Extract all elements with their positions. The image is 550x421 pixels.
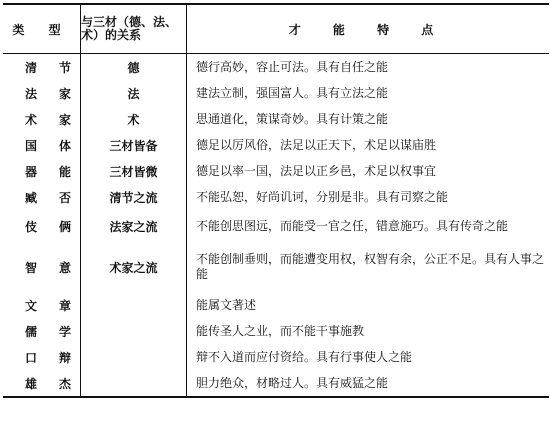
row-relation [81,370,187,397]
table-row [3,184,549,210]
row-type: 国体 [25,138,94,153]
row-relation: 三材皆微 [81,158,187,184]
row-features: 辩不入道而应付资给。具有行事使人之能 [196,349,413,364]
row-features: 不能弘恕，好尚讥诃，分别是非。具有司察之能 [196,189,449,204]
row-relation [81,318,187,344]
row-features: 德足以率一国，法足以正乡邑，术足以权事宜 [196,163,437,178]
table-row [3,54,549,81]
table-header-row [3,4,549,54]
row-relation [81,344,187,370]
row-features: 能传圣人之业，而不能干事施教 [196,323,365,338]
row-relation [81,292,187,318]
row-type: 臧否 [25,190,94,205]
row-type: 文章 [25,298,94,313]
table-row [3,106,549,132]
row-features: 不能创制垂则，而能遭变用权，权智有余，公正不足。具有人事之能 [196,252,545,281]
row-features: 思通道化，策谋奇妙。具有计策之能 [196,111,389,126]
row-features: 建法立制，强国富人。具有立法之能 [196,85,389,100]
table-row [3,210,549,242]
table-row [3,370,549,397]
table-row [3,242,549,292]
row-features: 德行高妙，容止可法。具有自任之能 [196,59,389,74]
header-type: 类 型 [12,22,71,37]
row-relation: 三材皆备 [81,132,187,158]
row-relation: 法家之流 [81,210,187,242]
row-relation: 术 [81,106,187,132]
row-type: 雄杰 [25,376,94,391]
row-features: 胆力绝众，材略过人。具有威猛之能 [196,375,389,390]
row-type: 伎俩 [25,219,94,234]
row-type: 清节 [25,60,94,75]
header-features: 才 能 特 点 [288,22,448,37]
talent-types-table [3,3,549,398]
row-type: 智意 [25,260,94,275]
row-type: 术家 [25,112,94,127]
table-row [3,158,549,184]
table-row [3,344,549,370]
row-relation: 法 [81,80,187,106]
row-type: 口辩 [25,350,94,365]
header-relation: 与三材（德、法、术）的关系 [81,4,187,54]
row-features: 能属文著述 [196,297,257,312]
row-type: 法家 [25,86,94,101]
row-relation: 术家之流 [81,242,187,292]
row-features: 不能创思图远，而能受一官之任，错意施巧。具有传奇之能 [196,218,509,233]
table-row [3,292,549,318]
row-relation: 德 [81,54,187,81]
row-relation: 清节之流 [81,184,187,210]
row-features: 德足以厉风俗，法足以正天下，术足以谋庙胜 [196,137,437,152]
table-row [3,318,549,344]
row-type: 器能 [25,164,94,179]
row-type: 儒学 [25,324,94,339]
table-row [3,132,549,158]
table-row [3,80,549,106]
